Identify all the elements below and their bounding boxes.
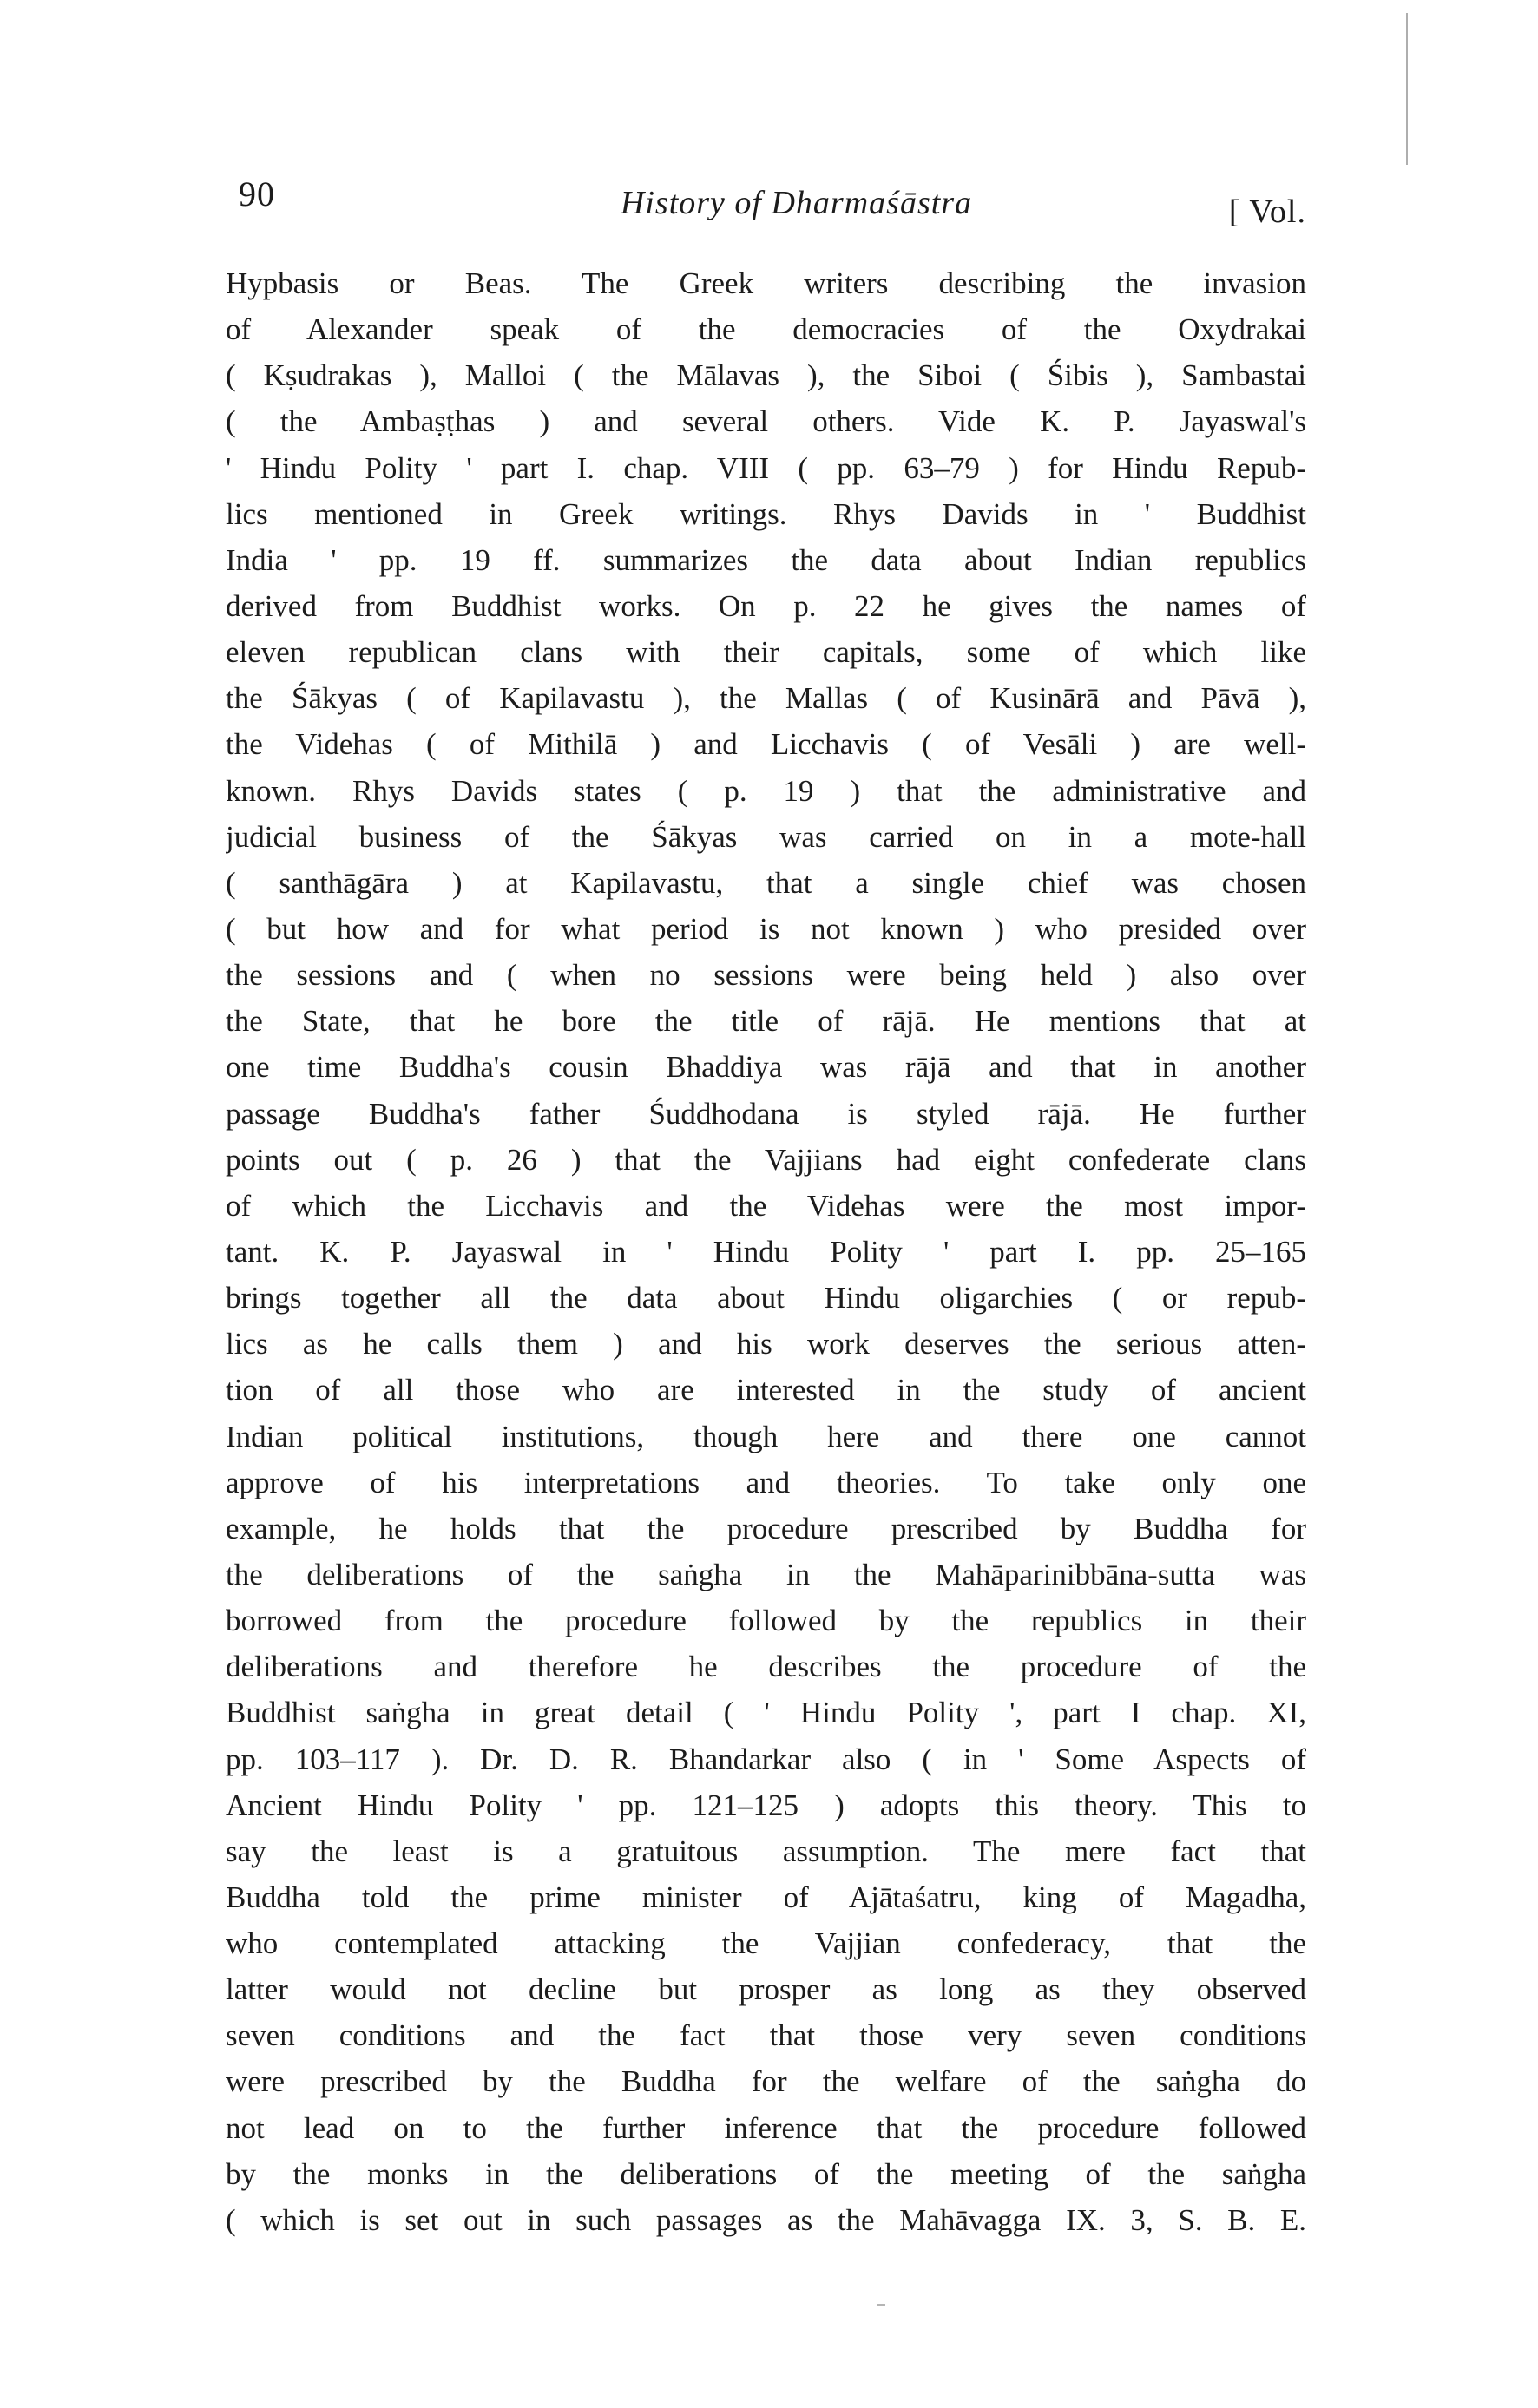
text-line: the deliberations of the saṅgha in the Mahāparinibbāna-sutta was [226, 1557, 1306, 1591]
text-line: the Śākyas ( of Kapilavastu ), the Mallas ( of Kusinārā and Pāvā ), [226, 681, 1306, 716]
text-line: Indian political institutions, though here and there one cannot [226, 1419, 1306, 1453]
page-header [234, 174, 1306, 234]
text-line: ( santhāgāra ) at Kapilavastu, that a single chief was chosen [226, 865, 1306, 900]
text-line: of Alexander speak of the democracies of the Oxydrakai [226, 312, 1306, 347]
text-line: ( but how and for what period is not known ) who presided over [226, 911, 1306, 946]
text-line: example, he holds that the procedure prescribed by Buddha for [226, 1511, 1306, 1545]
text-line: Buddha told the prime minister of Ajātaśatru, king of Magadha, [226, 1880, 1306, 1914]
scan-smudge [877, 2304, 885, 2306]
page-number: 90 [239, 174, 275, 213]
text-line: who contemplated attacking the Vajjian confederacy, that the [226, 1926, 1306, 1961]
text-line: Hypbasis or Beas. The Greek writers describing the invasion [226, 266, 1306, 300]
running-title: History of Dharmaśāstra [620, 185, 973, 221]
text-line: were prescribed by the Buddha for the welfare of the saṅgha do [226, 2064, 1306, 2099]
text-line: tant. K. P. Jayaswal in ' Hindu Polity ' part I. pp. 25–165 [226, 1234, 1306, 1269]
text-line: of which the Licchavis and the Videhas were the most impor- [226, 1188, 1306, 1223]
text-line: the State, that he bore the title of rājā. He mentions that at [226, 1004, 1306, 1039]
text-line: borrowed from the procedure followed by the republics in their [226, 1604, 1306, 1638]
text-line: brings together all the data about Hindu oligarchies ( or repub- [226, 1281, 1306, 1316]
text-line: ' Hindu Polity ' part I. chap. VIII ( pp. 63–79 ) for Hindu Repub- [226, 450, 1306, 485]
text-line: pp. 103–117 ). Dr. D. R. Bhandarkar also ( in ' Some Aspects of [226, 1742, 1306, 1776]
text-line: deliberations and therefore he describes the procedure of the [226, 1650, 1306, 1684]
text-line: the sessions and ( when no sessions were being held ) also over [226, 958, 1306, 993]
text-line: tion of all those who are interested in the study of ancient [226, 1373, 1306, 1407]
text-line: say the least is a gratuitous assumption. The mere fact that [226, 1834, 1306, 1868]
text-line: by the monks in the deliberations of the meeting of the saṅgha [226, 2156, 1306, 2191]
text-line: ( Kṣudrakas ), Malloi ( the Mālavas ), the Siboi ( Śibis ), Sambastai [226, 358, 1306, 393]
volume-marker: [ Vol. [1228, 194, 1306, 230]
text-line: judicial business of the Śākyas was carried on in a mote-hall [226, 819, 1306, 854]
text-line: lics mentioned in Greek writings. Rhys Davids in ' Buddhist [226, 496, 1306, 531]
text-line: points out ( p. 26 ) that the Vajjians had eight confederate clans [226, 1142, 1306, 1177]
text-line: the Videhas ( of Mithilā ) and Licchavis ( of Vesāli ) are well- [226, 727, 1306, 762]
text-line: India ' pp. 19 ff. summarizes the data about Indian republics [226, 542, 1306, 577]
text-line: derived from Buddhist works. On p. 22 he gives the names of [226, 588, 1306, 623]
body-text [226, 260, 1306, 2243]
text-line: not lead on to the further inference that the procedure followed [226, 2110, 1306, 2145]
scan-edge-line [1406, 13, 1408, 165]
text-line: Ancient Hindu Polity ' pp. 121–125 ) adopts this theory. This to [226, 1788, 1306, 1822]
text-line: known. Rhys Davids states ( p. 19 ) that the administrative and [226, 773, 1306, 808]
text-line: latter would not decline but prosper as long as they observed [226, 1972, 1306, 2007]
text-line: passage Buddha's father Śuddhodana is styled rājā. He further [226, 1096, 1306, 1131]
text-line: lics as he calls them ) and his work deserves the serious atten- [226, 1327, 1306, 1361]
text-line: one time Buddha's cousin Bhaddiya was rājā and that in another [226, 1050, 1306, 1085]
text-line: ( the Ambaṣṭhas ) and several others. Vide K. P. Jayaswal's [226, 404, 1306, 439]
text-line: seven conditions and the fact that those very seven conditions [226, 2018, 1306, 2053]
text-line: Buddhist saṅgha in great detail ( ' Hindu Polity ', part I chap. XI, [226, 1696, 1306, 1730]
text-line: ( which is set out in such passages as the Mahāvagga IX. 3, S. B. E. [226, 2202, 1306, 2237]
text-line: approve of his interpretations and theories. To take only one [226, 1465, 1306, 1499]
text-line: eleven republican clans with their capitals, some of which like [226, 635, 1306, 670]
